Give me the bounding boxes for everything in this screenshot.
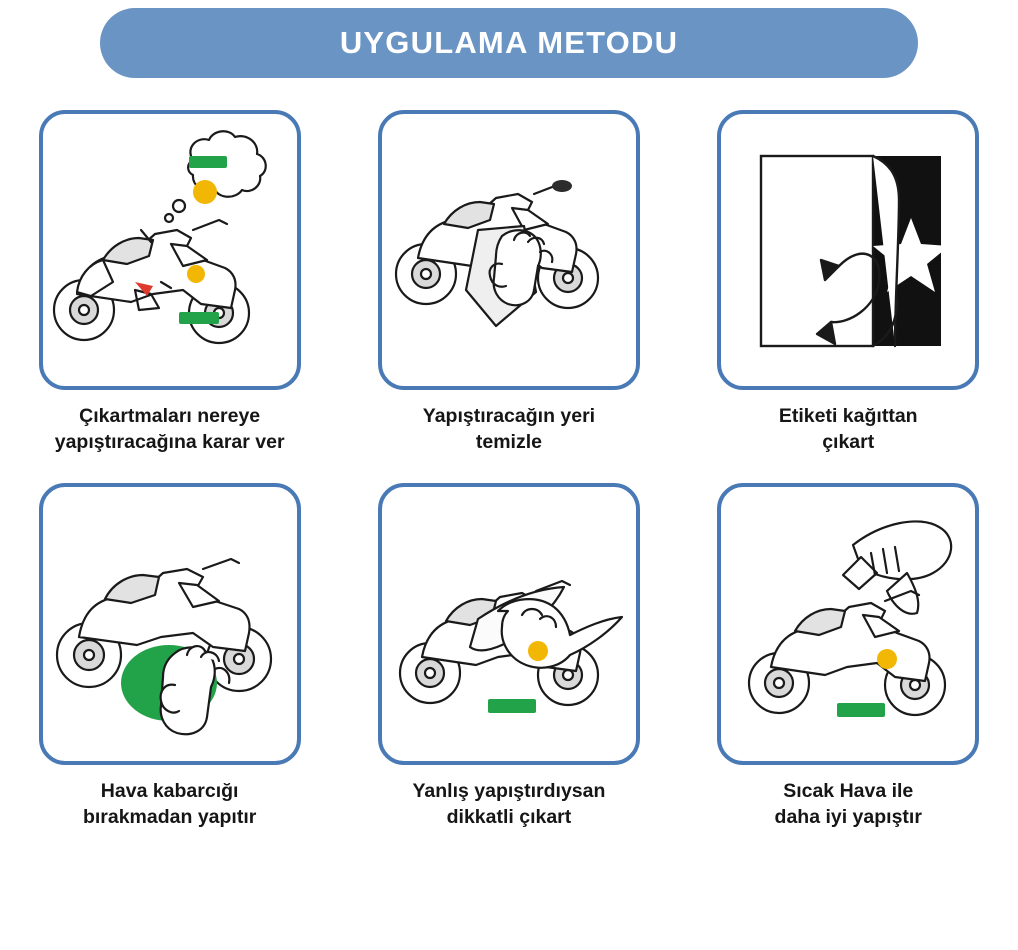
grid-row-gap: [0, 455, 1018, 483]
step-caption-2-line2: temizle: [475, 430, 542, 453]
hand-peeling-sticker-icon: [382, 487, 636, 761]
step-caption-4-line1: Hava kabarcığı: [100, 780, 239, 803]
step-caption-6-line2: daha iyi yapıştır: [774, 806, 922, 829]
steps-grid: [0, 110, 1018, 831]
page-title: UYGULAMA METODU: [339, 25, 679, 60]
header-banner: [100, 8, 918, 78]
step-card-5: [339, 483, 678, 830]
step-illustration-frame-3: [717, 110, 979, 390]
step-caption-5: [359, 779, 659, 830]
step-card-3: [679, 110, 1018, 455]
step-caption-1-line2: yapıştıracağına karar ver: [54, 430, 285, 453]
yellow-decal: [187, 265, 205, 283]
step-illustration-frame-2: [378, 110, 640, 390]
step-caption-1-line1: Çıkartmaları nereye: [79, 405, 261, 427]
green-decal: [179, 312, 219, 324]
step-caption-3-line1: Etiketi kağıttan: [778, 405, 918, 427]
hand-cleaning-motorcycle-icon: [382, 114, 636, 386]
step-caption-6: [698, 779, 998, 830]
yellow-decal-bubble: [193, 180, 217, 204]
step-caption-6-line1: Sıcak Hava ile: [783, 780, 914, 803]
green-decal-bubble: [189, 156, 227, 168]
step-illustration-frame-5: [378, 483, 640, 765]
peel-sticker-from-paper-icon: [721, 114, 975, 386]
step-caption-5-line2: dikkatli çıkart: [446, 806, 572, 829]
step-caption-4-line2: bırakmadan yapıtır: [82, 806, 257, 829]
step-illustration-frame-4: [39, 483, 301, 765]
step-caption-2: [359, 404, 659, 455]
step-illustration-frame-6: [717, 483, 979, 765]
hand-smoothing-sticker-icon: [43, 487, 297, 761]
step-caption-4: [20, 779, 320, 830]
green-decal: [837, 703, 885, 717]
step-card-2: [339, 110, 678, 455]
step-caption-1: [20, 404, 320, 455]
yellow-decal: [528, 641, 548, 661]
motorcycle-with-thought-bubble-icon: [43, 114, 297, 386]
step-card-1: [0, 110, 339, 455]
step-card-6: [679, 483, 1018, 830]
step-caption-3-line2: çıkart: [822, 430, 875, 453]
hair-dryer-heating-sticker-icon: [721, 487, 975, 761]
green-decal: [488, 699, 536, 713]
step-caption-2-line1: Yapıştıracağın yeri: [422, 405, 596, 427]
step-illustration-frame-1: [39, 110, 301, 390]
sticker-sheet: [761, 156, 873, 346]
step-card-4: [0, 483, 339, 830]
step-caption-5-line1: Yanlış yapıştırdıysan: [412, 780, 606, 803]
step-caption-3: [698, 404, 998, 455]
yellow-decal: [877, 649, 897, 669]
